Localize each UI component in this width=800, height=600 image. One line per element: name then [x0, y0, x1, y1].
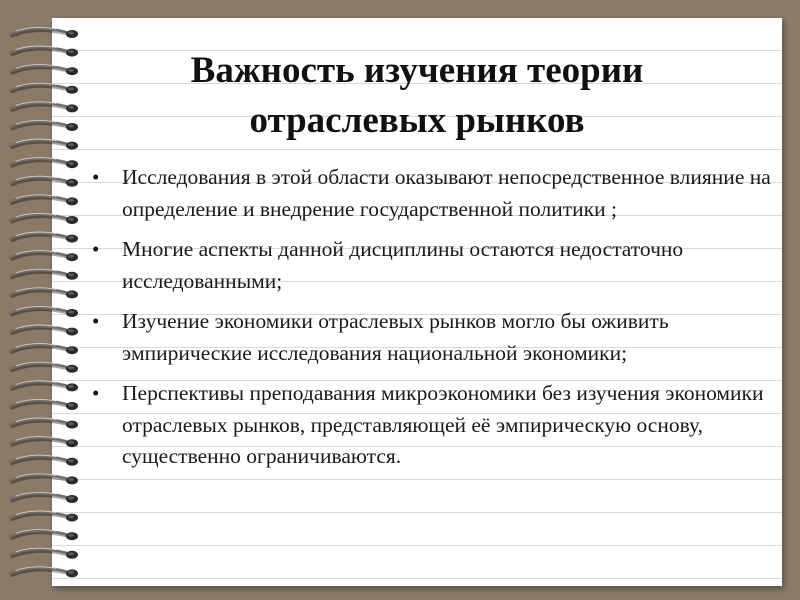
spiral-coil	[10, 418, 78, 429]
notebook-page	[52, 18, 782, 586]
bullet-text: Многие аспекты данной дисциплины остаются недостаточно исследованными;	[122, 237, 684, 293]
spiral-coil	[10, 344, 78, 355]
spiral-coil	[10, 492, 78, 503]
spiral-coil	[10, 288, 78, 299]
spiral-coil	[10, 158, 78, 169]
spiral-coil	[10, 511, 78, 522]
spiral-coil	[10, 232, 78, 243]
spiral-coil	[10, 213, 78, 224]
slide-title	[52, 46, 782, 146]
bullet-list	[52, 162, 782, 482]
spiral-coil	[10, 567, 78, 578]
spiral-coil	[10, 455, 78, 466]
spiral-coil	[10, 83, 78, 94]
spiral-coil	[10, 548, 78, 559]
spiral-coil	[10, 27, 78, 38]
bullet-item	[52, 234, 782, 297]
spiral-coil	[10, 120, 78, 131]
bullet-icon: •	[92, 165, 100, 189]
spiral-coil	[10, 251, 78, 262]
spiral-coil	[10, 399, 78, 410]
spiral-coil	[10, 102, 78, 113]
bullet-text: Перспективы преподавания микроэкономики без изучения экономики отраслевых рынков, представляющей её эмпирическую основу, существенно ограничиваются.	[122, 381, 764, 468]
spiral-coil	[10, 139, 78, 150]
spiral-coil	[10, 269, 78, 280]
bullet-item	[52, 306, 782, 369]
slide-title-line-1: Важность изучения теории	[190, 50, 644, 91]
spiral-coil	[10, 195, 78, 206]
bullet-icon: •	[92, 309, 100, 333]
bullet-text: Исследования в этой области оказывают непосредственное влияние на определение и внедрение государственной политики ;	[122, 165, 771, 221]
bullet-item	[52, 162, 782, 225]
spiral-coil	[10, 530, 78, 541]
bullet-text: Изучение экономики отраслевых рынков могло бы оживить эмпирические исследования национальной экономики;	[122, 309, 669, 365]
bullet-icon: •	[92, 237, 100, 261]
spiral-coil	[10, 65, 78, 76]
spiral-coil	[10, 306, 78, 317]
spiral-coil	[10, 381, 78, 392]
spiral-coil	[10, 325, 78, 336]
slide-title-line-2: отраслевых рынков	[249, 100, 585, 141]
spiral-coil	[10, 437, 78, 448]
spiral-coil	[10, 362, 78, 373]
spiral-coil	[10, 176, 78, 187]
spiral-coil	[10, 474, 78, 485]
spiral-coil	[10, 46, 78, 57]
spiral-binding	[6, 22, 88, 582]
bullet-icon: •	[92, 381, 100, 405]
bullet-item	[52, 378, 782, 473]
